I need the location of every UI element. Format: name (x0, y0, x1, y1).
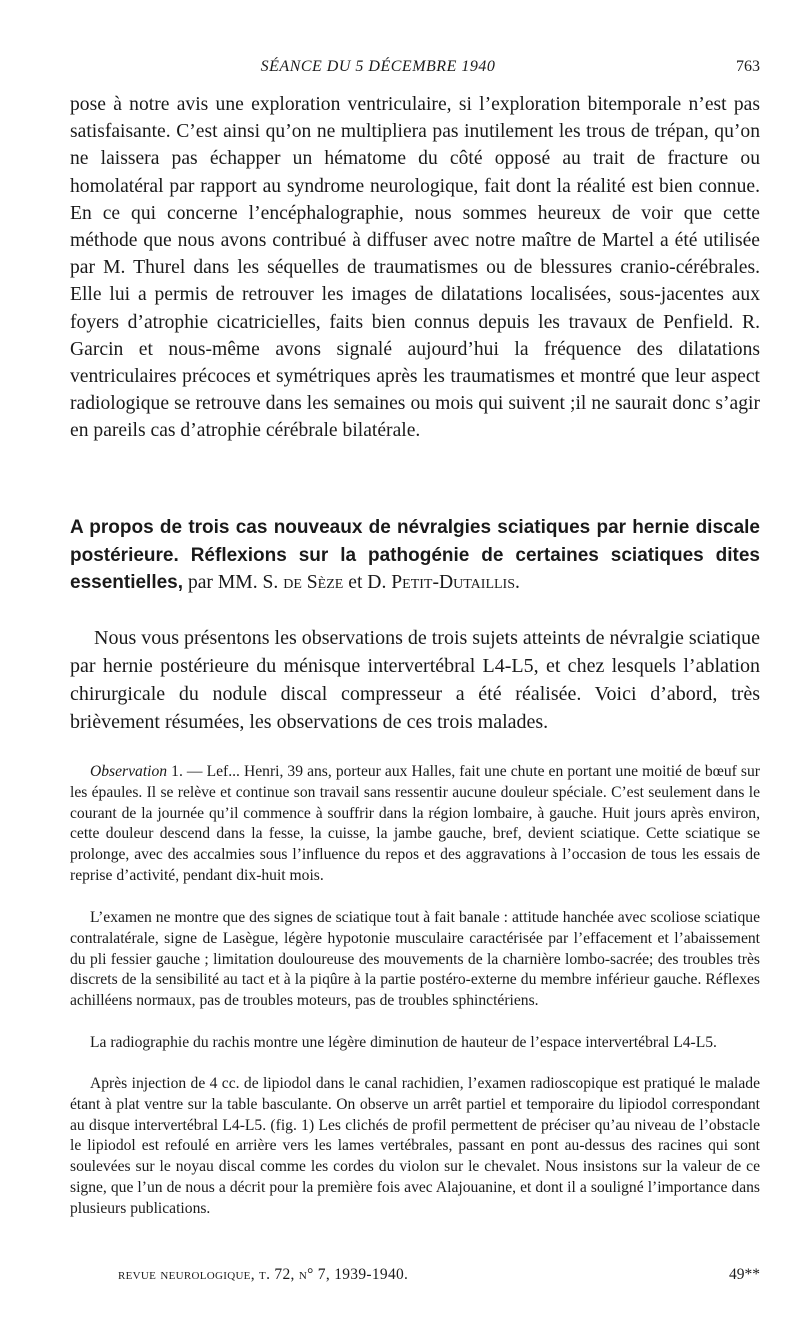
article-heading (70, 514, 760, 597)
authors-and: et D. (348, 572, 387, 593)
paragraph-continuation: pose à notre avis une exploration ventriculaire, si l’exploration bitemporale n’est pas satisfaisante. C’est ainsi qu’on ne multipliera pas inutilement les trous de trépan, qu’on ne laissera pas échapper un hématome du côté opposé au trait de fracture ou homolatéral par rapport au syndrome neurologique, fait dont la réalité est bien connue. En ce qui concerne l’encéphalographie, nous sommes heureux de voir que cette méthode que nous avons contribué à diffuser avec notre maître de Martel a été utilisée par M. Thurel dans les séquelles de traumatismes ou de blessures cranio-cérébrales. Elle lui a permis de retrouver les images de dilatations localisées, sous-jacentes aux foyers d’atrophie cicatricielles, faits bien connus depuis les travaux de Penfield. R. Garcin et nous-même avons signalé aujourd’hui la fréquence des dilatations ventriculaires précoces et symétriques après les traumatismes et montré que leur aspect radiologique se retrouve dans les semaines ou mois qui suivent ;il ne saurait donc s’agir en pareils cas d’atrophie cérébrale bilatérale. (70, 94, 760, 442)
journal-reference (118, 1266, 408, 1284)
journal-issue: 7, 1939-1940. (313, 1266, 409, 1283)
author1-name: Sèze (306, 572, 344, 593)
article-title: A propos de trois cas nouveaux de névralgies sciatiques par hernie discale postérieure. Réflexions sur la pathogénie de certaines sciatiques dites essentielles, (70, 517, 760, 593)
authors-suffix: . (515, 572, 520, 593)
observation-1 (70, 762, 760, 887)
examination-paragraph: L’examen ne montre que des signes de sciatique tout à fait banale : attitude hanchée avec scoliose sciatique contralatérale, signe de Lasègue, légère hypotonie musculaire caractérisée par l’effacement et l’abaissement du pli fessier gauche ; limitation douloureuse des mouvements de la charnière lombo-sacrée; des troubles très discrets de la sensibilité au tact et à la piqûre à la partie postéro-externe du membre inférieur gauche. Réflexes achilléens normaux, pas de troubles moteurs, pas de troubles sphinctériens. (70, 909, 760, 1010)
observation-label: Observation (90, 763, 168, 780)
journal-name: revue neurologique, t. (118, 1266, 271, 1283)
author1-particle: de (283, 572, 302, 593)
page-footer (118, 1266, 760, 1288)
running-head (70, 58, 760, 82)
observation-1-text: 1. — Lef... Henri, 39 ans, porteur aux Halles, fait une chute en portant une moitié de bœuf sur les épaules. Il se relève et continue son travail sans ressentir aucune douleur spéciale. C’est seulement dans le courant de la journée qu’il commence à souffrir dans la région lombaire, à gauche. Huit jours après environ, cette douleur descend dans la fesse, la cuisse, la jambe gauche, bref, devient sciatique. Cette sciatique se prolonge, avec des accalmies sous l’influence du repos et des aggravations à l’occasion de tous les essais de reprise d’activité, pendant dix-huit mois. (70, 763, 760, 884)
signature-mark: 49** (729, 1266, 760, 1283)
paragraph-introduction: Nous vous présentons les observations de trois sujets atteints de névralgie sciatique par hernie postérieure du ménisque intervertébral L4-L5, et chez lesquels l’ablation chirurgicale du nodule discal compresseur a été réalisée. Voici d’abord, très brièvement résumées, les observations de ces trois malades. (70, 627, 760, 733)
journal-volume: 72, (270, 1266, 299, 1283)
lipiodol-paragraph: Après injection de 4 cc. de lipiodol dans le canal rachidien, l’examen radioscopique est pratiqué le malade étant à plat ventre sur la table basculante. On observe un arrêt partiel et temporaire du lipiodol correspondant au disque intervertébral L4-L5. (fig. 1) Les clichés de profil permettent de préciser qu’au niveau de l’obstacle le lipiodol est refoulé en arrière vers les lames vertébrales, passant en pont au-dessus des racines qui sont soulevées sur le noyau discal comme les cordes du violon sur le chevalet. Nous insistons sur la valeur de ce signe, que l’un de nous a décrit pour la première fois avec Alajouanine, et dont il a souligné l’importance dans plusieurs publications. (70, 1075, 760, 1217)
author2-name: Petit-Dutaillis (391, 572, 516, 593)
journal-issue-label: n° (298, 1266, 314, 1283)
running-head-title: SÉANCE DU 5 DÉCEMBRE 1940 (260, 58, 496, 75)
radiography-paragraph: La radiographie du rachis montre une légère diminution de hauteur de l’espace intervertébral L4-L5. (90, 1034, 717, 1051)
page-number: 763 (736, 58, 760, 75)
authors-prefix: par MM. S. (187, 572, 279, 593)
